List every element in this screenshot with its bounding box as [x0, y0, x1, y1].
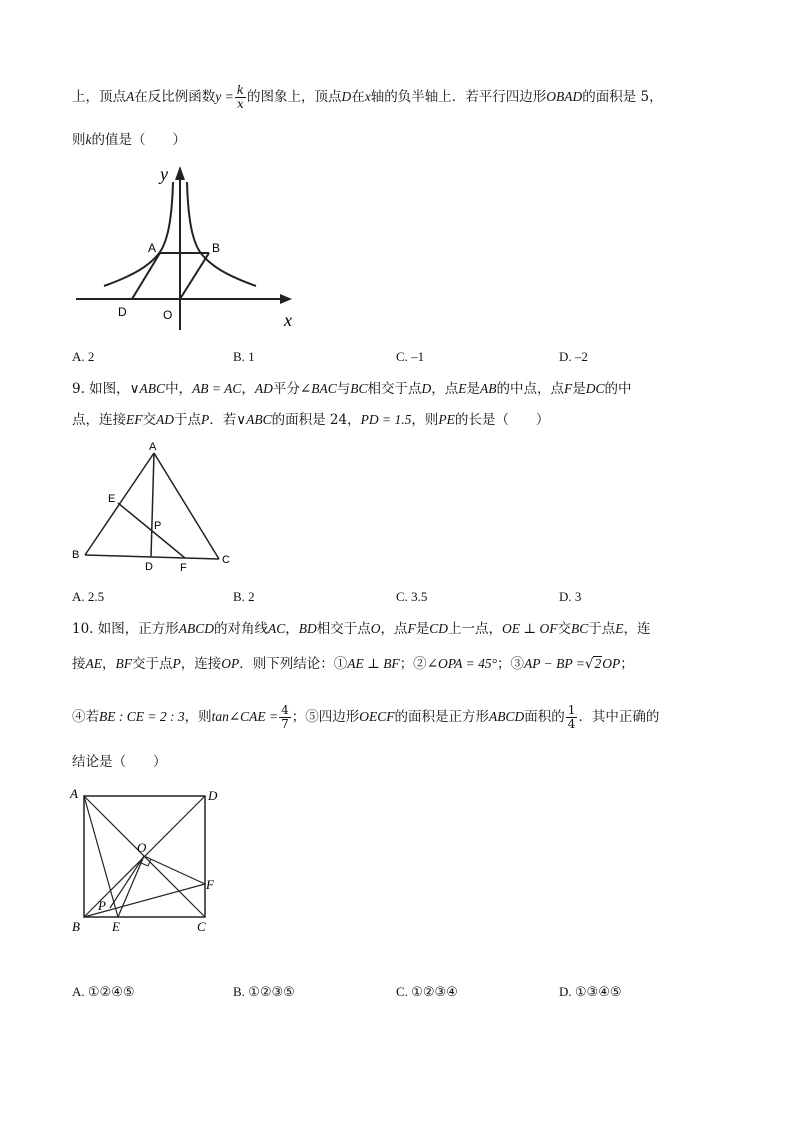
q10-stem-line1: 10. 如图，正方形ABCD的对角线AC，BD相交于点O，点F是CD上一点，OE ⊥ OF交BC于点E，连 — [72, 621, 651, 637]
label-A: A — [70, 786, 78, 801]
q9-option-a[interactable]: A. 2.5 — [72, 589, 105, 604]
label-F: F — [206, 877, 214, 892]
q10-option-d[interactable]: D. ①③④⑤ — [559, 984, 622, 999]
label-F: F — [180, 562, 187, 574]
q10-options — [72, 984, 732, 1002]
label-x: x — [284, 310, 292, 330]
label-A: A — [148, 241, 157, 255]
label-B: B — [72, 549, 80, 561]
q8-option-d[interactable]: D. –2 — [559, 349, 588, 364]
label-E: E — [112, 919, 120, 934]
q10-stem-line2: 接AE，BF交于点P，连接OP．则下列结论：①AE ⊥ BF；②∠OPA = 45°；③AP − BP =√2OP； — [72, 656, 634, 672]
x-axis-arrow — [280, 294, 292, 304]
label-O: O — [137, 840, 147, 855]
label-D: D — [145, 561, 153, 573]
q9-stem-line2: 点，连接EF交AD于点P．若∨ABC的面积是 24，PD = 1.5，则PE的长是（ ） — [72, 412, 550, 428]
q10-stem-line3: ④若BE : CE = 2 : 3，则tan∠CAE = $\frac{4}{7}$ ；⑤四边形OECF的面积是正方形ABCD面积的 $\frac{1}{4}$ ．其中正确的 — [72, 703, 660, 731]
q10-option-c[interactable]: C. ①②③④ — [396, 984, 458, 999]
label-E: E — [108, 493, 116, 505]
label-O: O — [163, 308, 173, 322]
q9-figure-triangle — [70, 440, 240, 580]
label-y: y — [160, 164, 168, 184]
segment-BC — [85, 555, 219, 559]
label-D: D — [208, 788, 218, 803]
segment-OB — [180, 253, 209, 299]
sqrt-symbol: √ — [584, 656, 594, 672]
y-axis-arrow — [175, 166, 185, 180]
segment-OE — [118, 856, 144, 917]
fraction-k-over-x: $\frac{k}{x}$ — [236, 83, 245, 111]
q9-option-b[interactable]: B. 2 — [233, 589, 255, 604]
segment-DA — [132, 253, 160, 299]
q10-figure-square — [70, 782, 240, 942]
q9-stem-line1: 9. 如图，∨ABC中，AB = AC，AD平分∠BAC与BC相交于点D，点E是AB的中点，点F是DC的中 — [72, 381, 632, 397]
fraction-1-over-4: $\frac{1}{4}$ — [567, 703, 576, 731]
q8-stem-line1: 上，顶点A在反比例函数y = $\frac{k}{x}$ 的图象上，顶点D在x轴的负半轴上．若平行四边形OBAD的面积是 5， — [72, 83, 663, 111]
fraction-4-over-7: $\frac{4}{7}$ — [281, 703, 289, 731]
q8-option-c[interactable]: C. –1 — [396, 349, 425, 364]
q8-option-b[interactable]: B. 1 — [233, 349, 255, 364]
segment-AD — [151, 453, 154, 557]
q9-option-d[interactable]: D. 3 — [559, 589, 582, 604]
hyperbola-left-branch — [104, 182, 173, 286]
q10-option-a[interactable]: A. ①②④⑤ — [72, 984, 135, 999]
label-P: P — [154, 520, 162, 532]
segment-AC — [154, 453, 219, 559]
label-C: C — [222, 554, 230, 566]
label-P: P — [98, 898, 106, 913]
q9-option-c[interactable]: C. 3.5 — [396, 589, 428, 604]
label-B: B — [212, 241, 221, 255]
q8-options — [72, 349, 732, 367]
label-A: A — [149, 441, 157, 453]
label-B: B — [72, 919, 80, 934]
q8-stem-line2: 则k的值是（ ） — [72, 132, 186, 148]
segment-OP — [110, 856, 144, 908]
q10-option-b[interactable]: B. ①②③⑤ — [233, 984, 295, 999]
q8-figure-hyperbola — [72, 160, 312, 335]
q10-stem-line4: 结论是（ ） — [72, 754, 167, 770]
q9-options — [72, 589, 732, 607]
label-C: C — [197, 919, 206, 934]
q8-option-a[interactable]: A. 2 — [72, 349, 95, 364]
segment-OF — [144, 856, 205, 884]
label-D: D — [118, 305, 127, 319]
